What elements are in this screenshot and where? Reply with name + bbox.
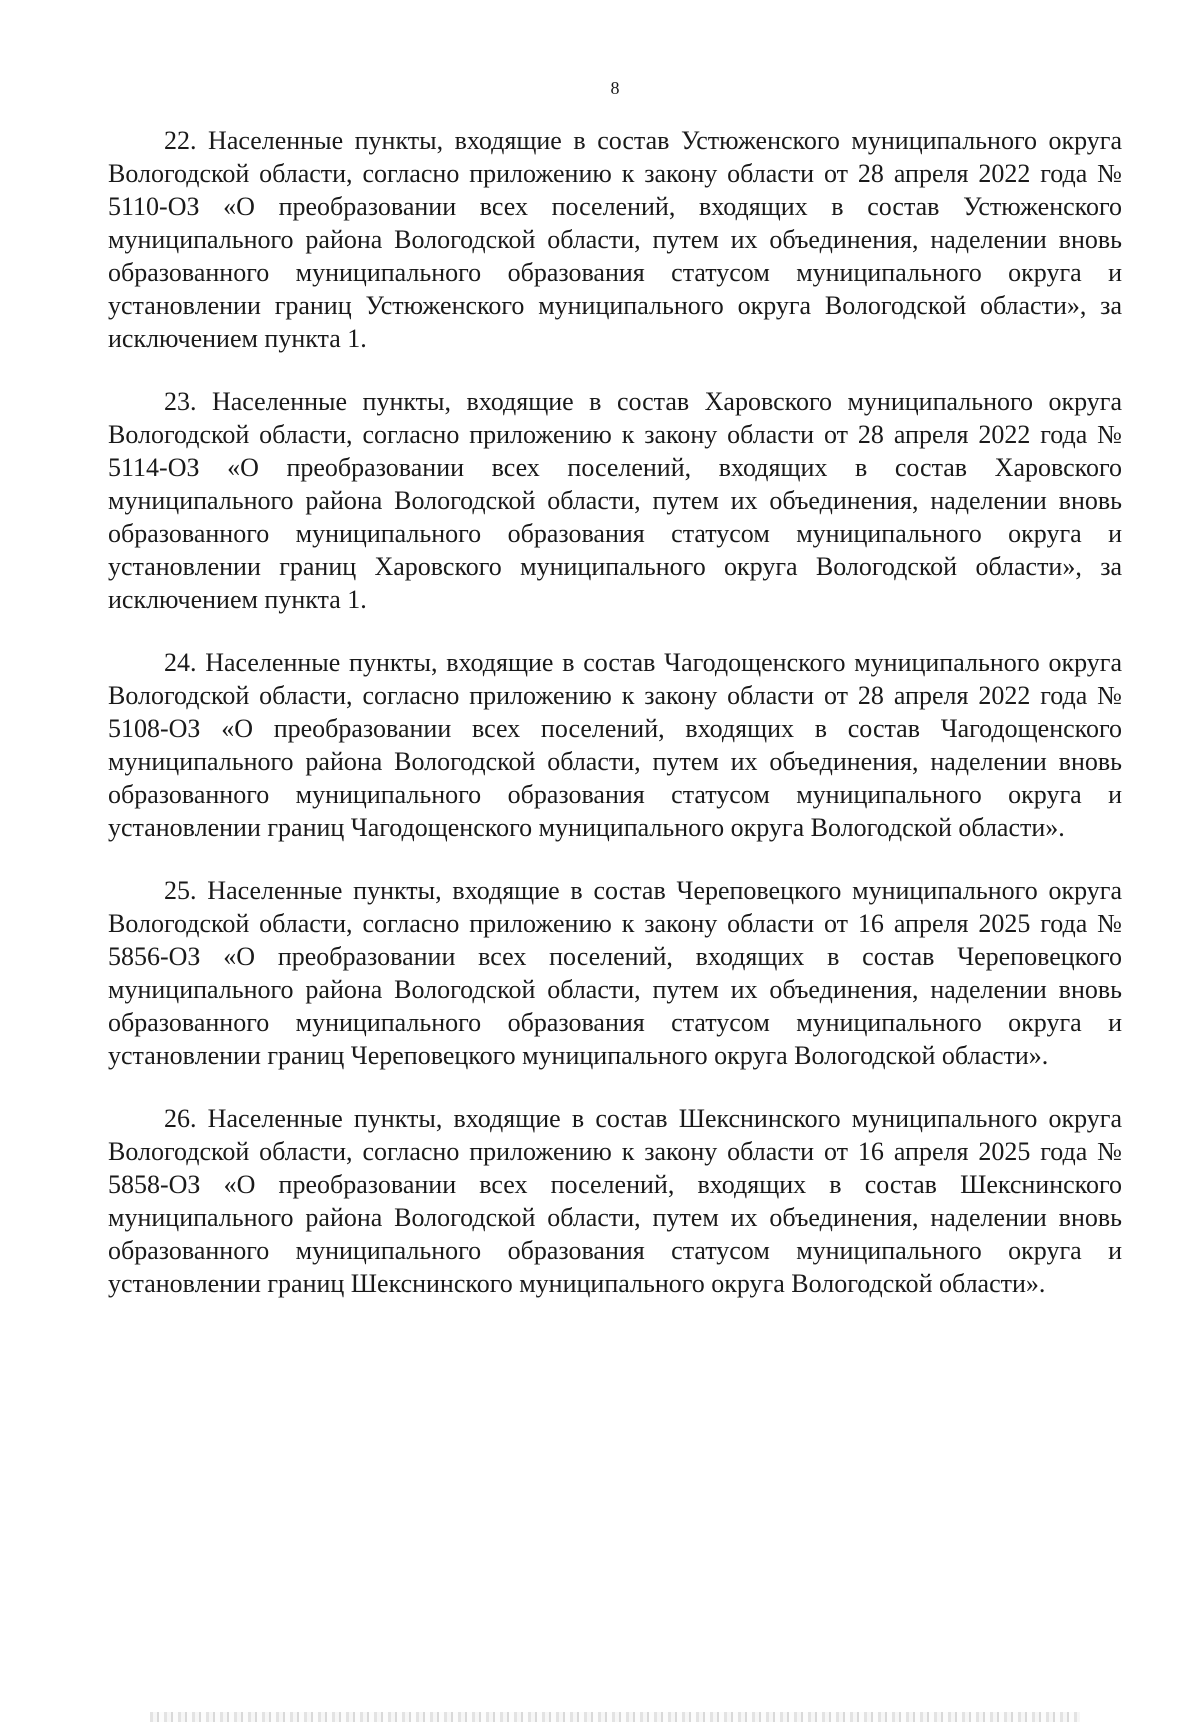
- scan-artifact-strip: [150, 1712, 1080, 1722]
- paragraph-26: 26. Населенные пункты, входящие в состав Шекснинского муниципального округа Вологодской области, согласно приложению к закону области от 16 апреля 2025 года № 5858-ОЗ «О преобразовании всех поселений, входящих в состав Шекснинского муниципального района Вологодской области, путем их объединения, наделении вновь образованного муниципального образования статусом муниципального округа и установлении границ Шекснинского муниципального округа Вологодской области».: [108, 1104, 1122, 1298]
- paragraph-23: 23. Населенные пункты, входящие в состав Харовского муниципального округа Вологодской области, согласно приложению к закону области от 28 апреля 2022 года № 5114-ОЗ «О преобразовании всех поселений, входящих в состав Харовского муниципального района Вологодской области, путем их объединения, наделении вновь образованного муниципального образования статусом муниципального округа и установлении границ Харовского муниципального округа Вологодской области», за исключением пункта 1.: [108, 387, 1122, 614]
- paragraph-25: 25. Населенные пункты, входящие в состав Череповецкого муниципального округа Вологодской области, согласно приложению к закону области от 16 апреля 2025 года № 5856-ОЗ «О преобразовании всех поселений, входящих в состав Череповецкого муниципального района Вологодской области, путем их объединения, наделении вновь образованного муниципального образования статусом муниципального округа и установлении границ Череповецкого муниципального округа Вологодской области».: [108, 876, 1122, 1070]
- page-number: 8: [610, 78, 620, 98]
- document-body: [108, 124, 1122, 1330]
- paragraph-24: 24. Населенные пункты, входящие в состав Чагодощенского муниципального округа Вологодской области, согласно приложению к закону области от 28 апреля 2022 года № 5108-ОЗ «О преобразовании всех поселений, входящих в состав Чагодощенского муниципального района Вологодской области, путем их объединения, наделении вновь образованного муниципального образования статусом муниципального округа и установлении границ Чагодощенского муниципального округа Вологодской области».: [108, 648, 1122, 842]
- paragraph-22: 22. Населенные пункты, входящие в состав Устюженского муниципального округа Вологодской области, согласно приложению к закону области от 28 апреля 2022 года № 5110-ОЗ «О преобразовании всех поселений, входящих в состав Устюженского муниципального района Вологодской области, путем их объединения, наделении вновь образованного муниципального образования статусом муниципального округа и установлении границ Устюженского муниципального округа Вологодской области», за исключением пункта 1.: [108, 126, 1122, 353]
